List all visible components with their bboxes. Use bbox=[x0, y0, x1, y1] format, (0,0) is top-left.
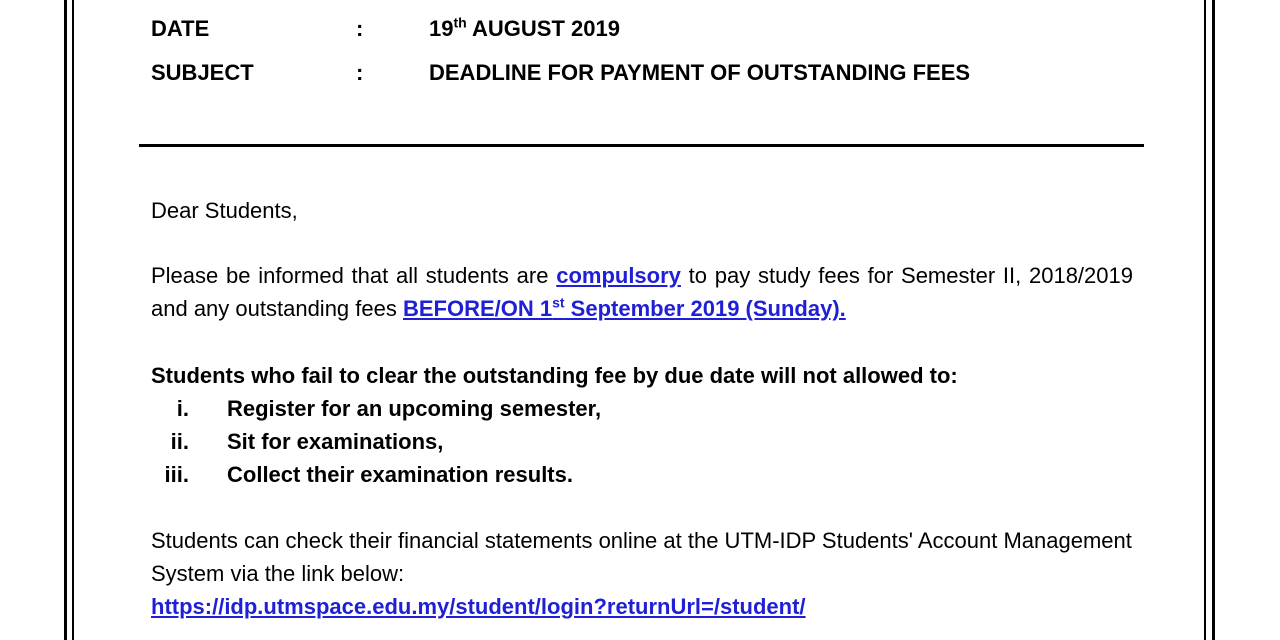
deadline-link[interactable] bbox=[403, 296, 846, 321]
deadline-day-suffix: st bbox=[552, 294, 565, 311]
page-border-left-outer bbox=[64, 0, 67, 640]
date-colon: : bbox=[356, 16, 364, 41]
header-divider bbox=[139, 144, 1144, 147]
student-portal-link[interactable]: https://idp.utmspace.edu.my/student/login?returnUrl=/student/ bbox=[151, 594, 806, 619]
list-item bbox=[151, 458, 1133, 491]
deadline-text-end: September 2019 (Sunday). bbox=[564, 296, 846, 321]
subject-colon: : bbox=[356, 60, 364, 85]
deadline-text-start: BEFORE/ON 1 bbox=[402, 296, 553, 321]
subject-row bbox=[151, 60, 1151, 86]
date-row bbox=[151, 16, 1151, 42]
list-item bbox=[151, 392, 1133, 425]
date-day: 19 bbox=[429, 16, 454, 41]
payment-paragraph-middle: to pay study fees for Semester II, 2018/2019 and any outstanding fees bbox=[151, 263, 1133, 321]
list-item-number: ii. bbox=[170, 429, 189, 454]
payment-paragraph bbox=[151, 259, 1133, 325]
page-border-left-inner bbox=[72, 0, 74, 640]
page-border-right-inner bbox=[1204, 0, 1206, 640]
salutation: Dear Students, bbox=[151, 198, 298, 223]
restrictions-list bbox=[151, 392, 1133, 491]
date-value bbox=[429, 16, 620, 42]
compulsory-link[interactable]: compulsory bbox=[556, 263, 681, 288]
statement-paragraph bbox=[151, 524, 1133, 623]
list-item bbox=[151, 425, 1133, 458]
subject-value: DEADLINE FOR PAYMENT OF OUTSTANDING FEES bbox=[429, 60, 971, 85]
list-item-text: Collect their examination results. bbox=[227, 462, 573, 487]
subject-label: SUBJECT bbox=[151, 60, 254, 85]
page-border-right-outer bbox=[1212, 0, 1215, 640]
date-day-suffix: th bbox=[453, 14, 467, 31]
list-item-text: Sit for examinations, bbox=[227, 429, 444, 454]
payment-paragraph-intro: Please be informed that all students are bbox=[151, 263, 557, 288]
warning-intro: Students who fail to clear the outstanding fee by due date will not allowed to: bbox=[151, 363, 958, 388]
list-item-number: i. bbox=[176, 396, 189, 421]
statement-text: Students can check their financial statements online at the UTM-IDP Students' Account Management System via the link below: bbox=[151, 528, 1132, 586]
date-label: DATE bbox=[151, 16, 210, 41]
list-item-text: Register for an upcoming semester, bbox=[227, 396, 602, 421]
list-item-number: iii. bbox=[164, 462, 189, 487]
date-month-year: AUGUST 2019 bbox=[466, 16, 620, 41]
